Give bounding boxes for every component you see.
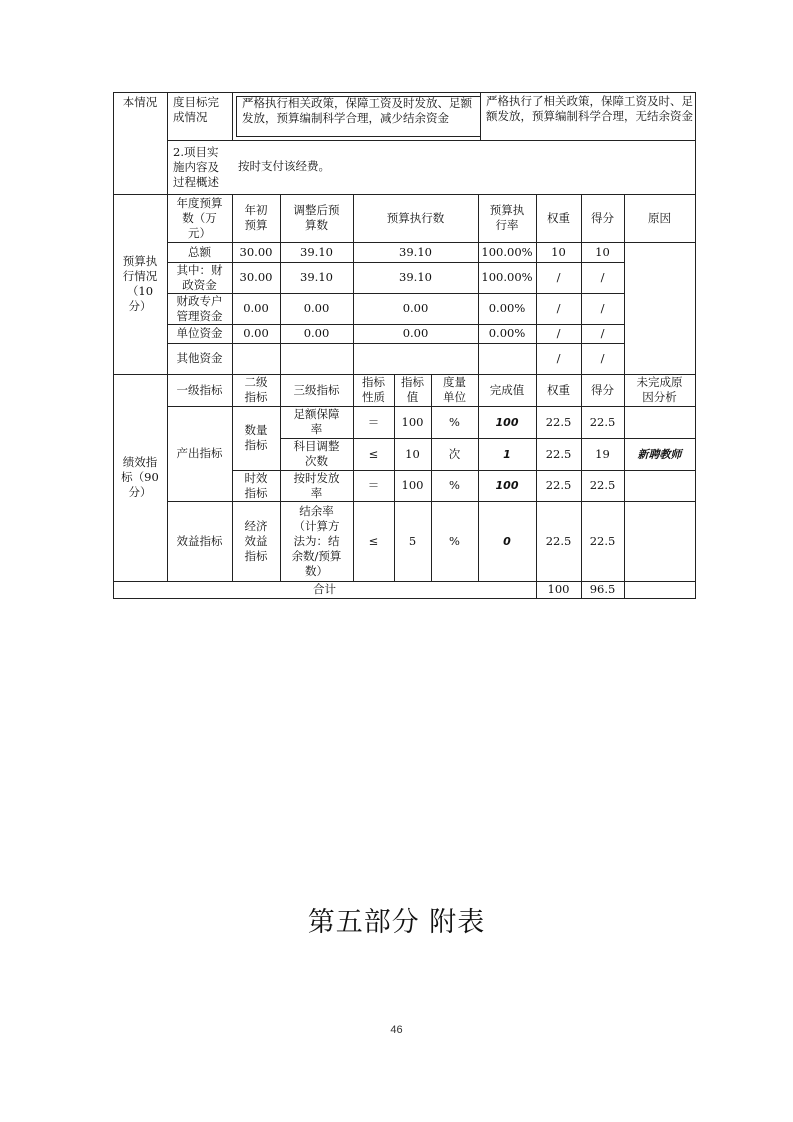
- process-text: 按时支付该经费。: [238, 159, 330, 173]
- budget-cell-rate: 100.00%: [481, 270, 533, 284]
- budget-cell-label: 总额: [188, 244, 211, 259]
- perf-header-unit: 度量 单位: [443, 375, 466, 404]
- budget-header-executed: 预算执行数: [386, 210, 445, 225]
- budget-cell-initial: 30.00: [239, 244, 273, 259]
- budget-cell-initial: 30.00: [239, 270, 273, 284]
- perf-cell-score: 22.5: [589, 414, 616, 429]
- budget-cell-adjusted: 0.00: [303, 301, 330, 315]
- quantity-indicator-label: 数量 指标: [244, 423, 268, 452]
- budget-cell-adjusted: 39.10: [300, 244, 333, 259]
- perf-cell-weight: 22.5: [545, 478, 572, 492]
- perf-cell-weight: 22.5: [545, 533, 572, 548]
- budget-cell-weight: /: [556, 326, 561, 340]
- perf-header-value: 指标 值: [401, 375, 424, 404]
- budget-header-annual: 年度预算 数（万 元）: [176, 195, 223, 240]
- grid-line: [113, 598, 696, 599]
- grid-line: [232, 92, 233, 141]
- budget-cell-adjusted: 39.10: [300, 270, 333, 284]
- budget-header-score: 得分: [591, 210, 614, 225]
- perf-cell-unit: %: [449, 414, 460, 429]
- performance-section-label: 绩效指 标（90 分）: [121, 455, 159, 499]
- perf-cell-nature: ≤: [368, 446, 379, 461]
- perf-cell-nature: ＝: [367, 478, 380, 492]
- budget-cell-adjusted: [280, 343, 353, 374]
- budget-cell-initial: 0.00: [243, 301, 269, 315]
- perf-cell-score: 19: [595, 446, 610, 461]
- budget-cell-score: /: [600, 270, 605, 284]
- perf-cell-value: 10: [405, 446, 420, 461]
- perf-cell-unit: %: [449, 478, 460, 492]
- perf-cell-level3: 按时发放 率: [293, 470, 340, 500]
- perf-cell-completed: 100: [495, 479, 519, 492]
- timeliness-indicator-label: 时效 指标: [244, 470, 268, 500]
- perf-cell-level3: 科目调整 次数: [293, 439, 340, 468]
- budget-cell-score: 10: [595, 244, 610, 259]
- perf-header-level3: 三级指标: [293, 382, 340, 397]
- perf-cell-reason: [624, 406, 695, 438]
- budget-cell-weight: 10: [551, 244, 566, 259]
- annual-target-label: 度目标完 成情况: [173, 95, 219, 124]
- perf-cell-unit: 次: [448, 446, 461, 461]
- budget-header-reason: 原因: [648, 210, 671, 225]
- perf-cell-reason: [624, 470, 695, 501]
- budget-cell-rate: 0.00%: [488, 326, 526, 340]
- budget-header-adjusted: 调整后预 算数: [293, 203, 340, 232]
- grid-line: [167, 140, 696, 141]
- grid-line: [236, 136, 481, 137]
- budget-cell-score: /: [600, 326, 605, 340]
- perf-cell-weight: 22.5: [545, 446, 572, 461]
- perf-header-weight: 权重: [547, 382, 570, 397]
- budget-header-initial: 年初 预算: [244, 203, 268, 232]
- budget-cell-score: /: [600, 301, 605, 315]
- perf-cell-nature: ＝: [367, 414, 380, 429]
- budget-cell-weight: /: [556, 270, 561, 284]
- perf-header-nature: 指标 性质: [362, 375, 385, 404]
- perf-cell-reason: 新聘教师: [637, 447, 682, 461]
- perf-cell-value: 100: [401, 414, 424, 429]
- perf-header-reason: 未完成原 因分析: [636, 375, 683, 404]
- perf-cell-value: 5: [408, 533, 417, 548]
- budget-cell-executed: 0.00: [402, 326, 429, 340]
- perf-header-score: 得分: [591, 382, 614, 397]
- output-indicator-label: 产出指标: [176, 446, 223, 460]
- section-title: 第五部分 附表: [307, 907, 486, 938]
- perf-cell-value: 100: [401, 478, 424, 492]
- budget-cell-label: 财政专户 管理资金: [176, 293, 223, 323]
- benefit-indicator-label: 效益指标: [176, 533, 223, 548]
- budget-cell-rate: 0.00%: [488, 301, 526, 315]
- budget-cell-initial: 0.00: [243, 326, 269, 340]
- budget-cell-executed: 39.10: [399, 244, 432, 259]
- perf-cell-score: 22.5: [589, 478, 616, 492]
- budget-cell-score: /: [600, 351, 605, 365]
- budget-cell-executed: 0.00: [402, 301, 429, 315]
- perf-cell-level3: 足额保障 率: [293, 407, 340, 436]
- perf-cell-unit: %: [449, 533, 460, 548]
- perf-cell-reason: [624, 501, 695, 581]
- perf-header-completed: 完成值: [489, 382, 525, 397]
- perf-header-level2: 二级 指标: [244, 375, 268, 404]
- budget-cell-label: 其他资金: [176, 351, 223, 365]
- perf-cell-score: 22.5: [589, 533, 616, 548]
- perf-cell-level3: 结余率 （计算方 法为：结 余数/预算 数）: [291, 503, 342, 578]
- perf-cell-completed: 0: [503, 534, 511, 548]
- annual-target-planned: 严格执行相关政策，保障工资及时发放、足额发放，预算编制科学合理，减少结余资金: [242, 96, 472, 125]
- total-weight: 100: [547, 582, 570, 596]
- perf-cell-weight: 22.5: [545, 414, 572, 429]
- budget-cell-initial: [232, 343, 280, 374]
- grid-line: [695, 92, 696, 599]
- budget-cell-adjusted: 0.00: [303, 326, 330, 340]
- economic-indicator-label: 经济 效益 指标: [244, 518, 268, 563]
- budget-section-label: 预算执 行情况 （10 分）: [122, 254, 158, 313]
- budget-header-rate: 预算执 行率: [489, 203, 525, 232]
- process-label: 2.项目实 施内容及 过程概述: [173, 144, 219, 189]
- budget-cell-weight: /: [556, 351, 561, 365]
- budget-cell-label: 单位资金: [176, 326, 223, 340]
- budget-cell-rate: 100.00%: [481, 244, 533, 259]
- perf-header-level1: 一级指标: [176, 382, 223, 397]
- budget-cell-executed: [353, 343, 478, 374]
- total-label: 合计: [313, 582, 336, 596]
- overview-row-label: 本情况: [122, 95, 158, 109]
- budget-header-weight: 权重: [547, 210, 570, 225]
- budget-cell-label: 其中：财 政资金: [176, 262, 223, 292]
- page-number: 46: [390, 1024, 403, 1036]
- perf-cell-nature: ≤: [368, 533, 379, 548]
- budget-cell-rate: [478, 343, 536, 374]
- perf-cell-completed: 1: [503, 447, 511, 461]
- budget-cell-executed: 39.10: [399, 270, 432, 284]
- total-score: 96.5: [589, 582, 616, 596]
- perf-cell-completed: 100: [495, 415, 519, 429]
- annual-target-actual: 严格执行了相关政策，保障工资及时、足额发放，预算编制科学合理，无结余资金: [486, 94, 693, 123]
- budget-cell-weight: /: [556, 301, 561, 315]
